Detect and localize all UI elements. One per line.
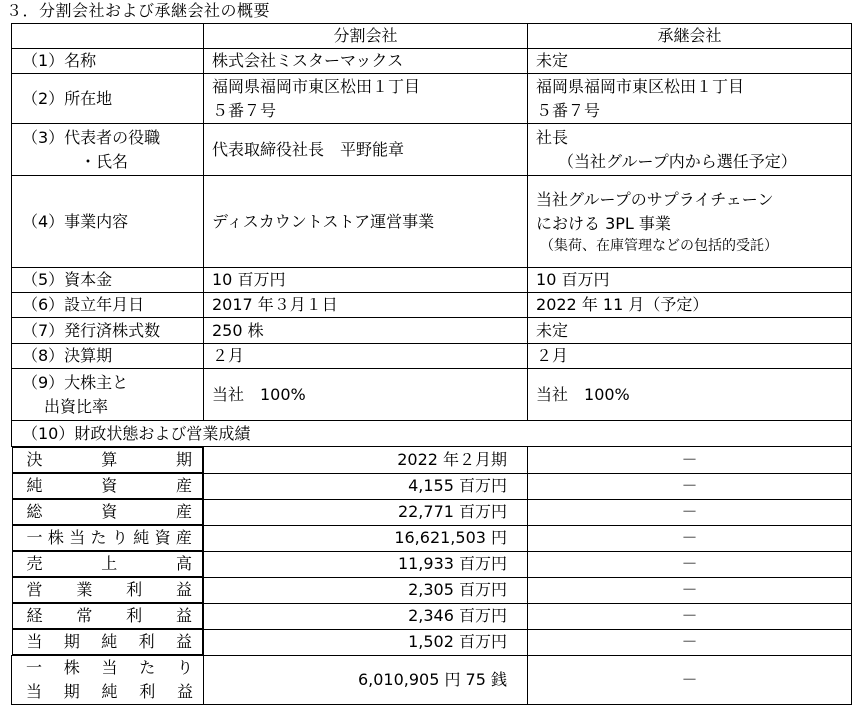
fin-row-0	[12, 447, 852, 474]
fin-row-2	[12, 499, 852, 525]
row-fiscal	[12, 344, 852, 369]
label-char: 高	[175, 554, 192, 573]
fin-row-eps	[12, 656, 852, 705]
fin-successor-6: －	[528, 603, 852, 629]
successor-representative-line1: 社長	[536, 127, 569, 147]
fin-label-0	[12, 447, 204, 473]
label-char: 業	[76, 580, 93, 599]
fin-value-3: 16,621,503 円	[204, 525, 528, 551]
split-established: 2017 年３月１日	[204, 293, 528, 318]
label-char: 純	[101, 682, 118, 701]
successor-established: 2022 年 11 月（予定）	[528, 293, 852, 318]
label-char: 株	[47, 528, 64, 547]
financial-title: （10）財政状態および営業成績	[12, 421, 852, 447]
label-char: 資	[154, 528, 171, 547]
row-name	[12, 49, 852, 74]
split-address-line1: 福岡県福岡市東区松田１丁目	[212, 76, 421, 96]
label-char: 株	[63, 658, 80, 677]
label-established: （6）設立年月日	[12, 293, 204, 318]
label-char: 純	[133, 528, 150, 547]
company-overview-table	[11, 23, 852, 705]
label-char: 当	[26, 632, 43, 651]
fin-value-7: 1,502 百万円	[204, 629, 528, 656]
split-representative: 代表取締役社長 平野能章	[204, 124, 528, 176]
successor-shares: 未定	[528, 318, 852, 344]
header-blank	[12, 24, 204, 49]
successor-business-note: （集荷、在庫管理などの包括的受託）	[540, 237, 779, 254]
label-char: 当	[69, 528, 86, 547]
label-char: 当	[101, 658, 118, 677]
label-char: 総	[26, 502, 43, 521]
label-char: 算	[101, 450, 118, 469]
fin-row-5	[12, 577, 852, 603]
header-split-company: 分割会社	[204, 24, 528, 49]
label-char: 上	[101, 554, 118, 573]
successor-business	[528, 176, 852, 268]
label-char: 期	[63, 632, 80, 651]
row-shares	[12, 318, 852, 344]
label-char: 産	[175, 476, 192, 495]
label-char: 産	[175, 528, 192, 547]
label-business: （4）事業内容	[12, 176, 204, 268]
label-char: 常	[76, 606, 93, 625]
fin-row-4	[12, 551, 852, 577]
section-heading: ３．分割会社および承継会社の概要	[6, 1, 271, 20]
successor-address-line2: ５番７号	[536, 100, 601, 120]
split-capital: 10 百万円	[204, 268, 528, 293]
label-shares: （7）発行済株式数	[12, 318, 204, 344]
label-char: た	[139, 658, 156, 677]
fin-successor-eps: －	[528, 656, 852, 705]
successor-capital: 10 百万円	[528, 268, 852, 293]
split-name: 株式会社ミスターマックス	[204, 49, 528, 74]
label-name: （1）名称	[12, 49, 204, 74]
label-char: 産	[175, 502, 192, 521]
label-shareholders-line2: 出資比率	[44, 396, 109, 416]
label-char: 売	[26, 554, 43, 573]
label-shareholders-line1: （9）大株主と	[22, 372, 129, 392]
label-char: 純	[26, 476, 43, 495]
fin-value-eps: 6,010,905 円 75 銭	[204, 656, 528, 705]
fin-successor-1: －	[528, 473, 852, 499]
label-char: 利	[126, 580, 143, 599]
split-shares: 250 株	[204, 318, 528, 344]
label-char: 益	[176, 682, 193, 701]
fin-label-2	[12, 499, 204, 525]
fin-label-6	[12, 603, 204, 629]
successor-representative	[528, 124, 852, 176]
table-header-row	[12, 24, 852, 49]
fin-label-eps-line1	[26, 656, 193, 680]
label-representative	[12, 124, 204, 176]
label-char: り	[111, 528, 128, 547]
header-successor-company: 承継会社	[528, 24, 852, 49]
fin-value-6: 2,346 百万円	[204, 603, 528, 629]
row-established	[12, 293, 852, 318]
fin-label-1	[12, 473, 204, 499]
label-capital: （5）資本金	[12, 268, 204, 293]
label-char: 経	[26, 606, 43, 625]
fin-row-6	[12, 603, 852, 629]
fin-label-5	[12, 577, 204, 603]
fin-label-eps-line2	[26, 680, 193, 704]
label-char: 営	[26, 580, 43, 599]
row-financial-title	[12, 421, 852, 447]
label-address: （2）所在地	[12, 74, 204, 124]
row-address	[12, 74, 852, 124]
fin-label-3	[12, 525, 204, 551]
fin-successor-7: －	[528, 629, 852, 656]
label-fiscal: （8）決算期	[12, 344, 204, 369]
label-char: た	[90, 528, 107, 547]
label-char: 益	[175, 580, 192, 599]
successor-business-line2: における 3PL 事業	[536, 213, 671, 233]
fin-successor-4: －	[528, 551, 852, 577]
row-business	[12, 176, 852, 268]
fin-successor-0: －	[528, 447, 852, 474]
fin-value-0: 2022 年２月期	[204, 447, 528, 474]
fin-value-5: 2,305 百万円	[204, 577, 528, 603]
label-char: 期	[175, 450, 192, 469]
label-char: 決	[26, 450, 43, 469]
label-shareholders	[12, 369, 204, 421]
split-address-line2: ５番７号	[212, 100, 277, 120]
fin-row-1	[12, 473, 852, 499]
fin-label-7	[12, 629, 204, 655]
split-fiscal: ２月	[204, 344, 528, 369]
label-char: 期	[63, 682, 80, 701]
successor-fiscal: ２月	[528, 344, 852, 369]
label-char: 利	[139, 682, 156, 701]
label-char: り	[176, 658, 193, 677]
fin-label-4	[12, 551, 204, 577]
fin-value-1: 4,155 百万円	[204, 473, 528, 499]
fin-value-2: 22,771 百万円	[204, 499, 528, 525]
label-representative-line1: （3）代表者の役職	[22, 127, 161, 147]
label-representative-line2: ・氏名	[80, 151, 129, 171]
successor-representative-line2: （当社グループ内から選任予定）	[558, 151, 797, 171]
label-char: 利	[126, 606, 143, 625]
fin-value-4: 11,933 百万円	[204, 551, 528, 577]
successor-business-line1: 当社グループのサプライチェーン	[536, 189, 774, 209]
split-business: ディスカウントストア運営事業	[204, 176, 528, 268]
label-char: 一	[26, 528, 43, 547]
split-shareholders: 当社 100%	[204, 369, 528, 421]
successor-address-line1: 福岡県福岡市東区松田１丁目	[536, 76, 745, 96]
split-address	[204, 74, 528, 124]
label-char: 利	[138, 632, 155, 651]
row-shareholders	[12, 369, 852, 421]
successor-shareholders: 当社 100%	[528, 369, 852, 421]
fin-successor-3: －	[528, 525, 852, 551]
successor-name: 未定	[528, 49, 852, 74]
fin-label-eps	[12, 656, 204, 705]
fin-row-3	[12, 525, 852, 551]
label-char: 当	[26, 682, 43, 701]
label-char: 資	[101, 476, 118, 495]
label-char: 資	[101, 502, 118, 521]
label-char: 一	[26, 658, 43, 677]
successor-address	[528, 74, 852, 124]
fin-row-7	[12, 629, 852, 656]
row-capital	[12, 268, 852, 293]
label-char: 益	[175, 606, 192, 625]
fin-successor-2: －	[528, 499, 852, 525]
fin-successor-5: －	[528, 577, 852, 603]
label-char: 純	[101, 632, 118, 651]
row-representative	[12, 124, 852, 176]
label-char: 益	[175, 632, 192, 651]
